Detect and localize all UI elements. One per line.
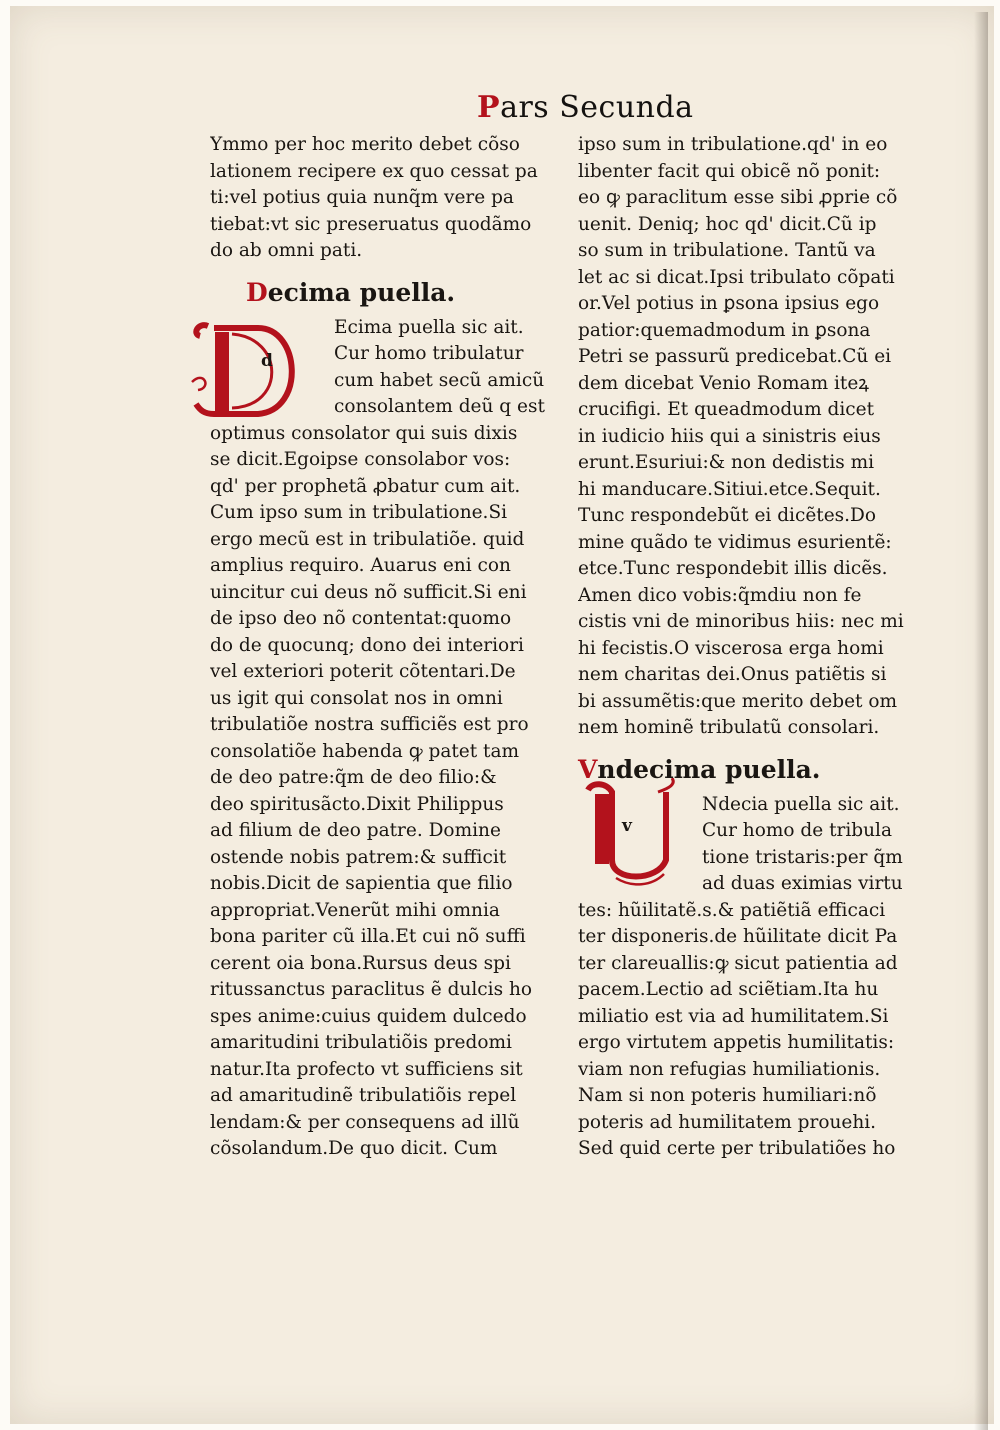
text-line: natur.Ita profecto vt sufficiens sit xyxy=(210,1058,523,1080)
text-line: do de quocunq; dono dei interiori xyxy=(210,634,524,656)
text-line: Ndecia puella sic ait. xyxy=(702,793,900,815)
text-line: deo spiritusãcto.Dixit Philippus xyxy=(210,793,504,815)
rubric-capital: D xyxy=(246,277,268,307)
text-line: crucifigi. Et queadmodum dicet xyxy=(578,399,875,420)
text-line: ad duas eximias virtu xyxy=(702,873,903,894)
text-line: us igit qui consolat nos in omni xyxy=(210,687,503,709)
text-line: poteris ad humilitatem prouehi. xyxy=(578,1111,877,1133)
text-line: ergo mecũ est in tribulatiõe. quid xyxy=(210,528,525,550)
left-column-body-lines xyxy=(210,421,560,1163)
text-line: Sed quid certe per tribulatiões ho xyxy=(578,1138,896,1159)
text-line: nem hominẽ tribulatũ consolari. xyxy=(578,717,880,738)
decorated-initial-v xyxy=(572,778,692,888)
decorated-initial-d xyxy=(188,314,308,424)
guide-letter-v: v xyxy=(622,816,632,836)
text-line: optimus consolator qui suis dixis xyxy=(210,422,518,444)
text-line: etce.Tunc respondebit illis dicẽs. xyxy=(578,558,888,579)
rubric-capital: V xyxy=(578,754,598,784)
manuscript-page xyxy=(10,6,994,1424)
text-line: or.Vel potius in ꝑsona ipsius ego xyxy=(578,293,880,314)
text-line: cum habet secũ amicũ xyxy=(334,369,545,391)
initial-v-illumination xyxy=(572,778,692,888)
left-column-top-lines xyxy=(210,132,560,265)
text-line: nem charitas dei.Onus patiẽtis si xyxy=(578,664,887,685)
text-line: mine quãdo te vidimus esurientẽ: xyxy=(578,531,892,553)
text-line: ad filium de deo patre. Domine xyxy=(210,820,501,841)
text-line: lationem recipere ex quo cessat pa xyxy=(210,160,538,182)
text-line: vel exteriori poterit cõtentari.De xyxy=(210,661,516,682)
text-line: patior:quemadmodum in ꝑsona xyxy=(578,319,871,341)
page-edge-shadow xyxy=(974,12,988,1430)
text-line: Ecima puella sic ait. xyxy=(334,316,524,338)
text-line: cistis vni de minoribus hiis: nec mi xyxy=(578,611,904,632)
section-heading-decima xyxy=(210,275,560,315)
text-line: se dicit.Egoipse consolabor vos: xyxy=(210,449,511,470)
rubric-capital: P xyxy=(477,90,501,125)
text-line: dem dicebat Venio Romam iteꝝ xyxy=(578,372,869,394)
text-line: ergo virtutem appetis humilitatis: xyxy=(578,1032,895,1053)
text-line: amaritudini tribulatiõis predomi xyxy=(210,1032,512,1053)
text-line: uenit. Deniq; hoc qd' dicit.Cũ ip xyxy=(578,213,877,235)
text-line: ter clareuallis:ꝙ sicut patientia ad xyxy=(578,952,898,974)
text-line: bi assumẽtis:que merito debet om xyxy=(578,690,898,712)
text-line: cõsolandum.De quo dicit. Cum xyxy=(210,1138,498,1159)
text-line: Ymmo per hoc merito debet cõso xyxy=(210,134,520,155)
text-line: ostende nobis patrem:& sufficit xyxy=(210,846,507,868)
text-line: libenter facit qui obicẽ nõ ponit: xyxy=(578,160,881,182)
right-column xyxy=(578,132,930,1163)
text-line: viam non refugias humiliationis. xyxy=(578,1058,881,1080)
text-line: lendam:& per consequens ad illũ xyxy=(210,1111,520,1133)
text-line: ritussanctus paraclitus ẽ dulcis ho xyxy=(210,979,532,1000)
text-line: tione tristaris:per q̃m xyxy=(702,846,903,868)
text-line: so sum in tribulatione. Tantũ va xyxy=(578,240,876,261)
text-line: Cum ipso sum in tribulatione.Si xyxy=(210,502,508,523)
right-column-body-lines xyxy=(578,898,930,1163)
text-line: Nam si non poteris humiliari:nõ xyxy=(578,1085,877,1106)
text-line: tribulatiõe nostra sufficiẽs est pro xyxy=(210,714,529,735)
text-line: Cur homo de tribula xyxy=(702,820,892,841)
initial-d-illumination xyxy=(188,314,308,424)
text-line: cerent oia bona.Rursus deus spi xyxy=(210,952,511,974)
text-line: nobis.Dicit de sapientia que filio xyxy=(210,873,513,894)
text-line: ti:vel potius quia nunq̃m vere pa xyxy=(210,187,514,208)
text-line: tes: hũilitatẽ.s.& patiẽtiã efficaci xyxy=(578,899,886,921)
text-line: amplius requiro. Auarus eni con xyxy=(210,555,511,576)
heading-text: Decima puella. xyxy=(246,277,456,307)
text-line: let ac si dicat.Ipsi tribulato cõpati xyxy=(578,266,895,288)
text-line: uincitur cui deus nõ sufficit.Si eni xyxy=(210,581,527,603)
text-line: ipso sum in tribulatione.qd' in eo xyxy=(578,134,888,155)
text-line: spes anime:cuius quidem dulcedo xyxy=(210,1005,527,1027)
right-column-top-lines xyxy=(578,132,930,742)
text-line: tiebat:vt sic preseruatus quodãmo xyxy=(210,213,532,235)
text-line: eo ꝙ paraclitum esse sibi ꝓprie cõ xyxy=(578,187,898,208)
text-line: hi fecistis.O viscerosa erga homi xyxy=(578,637,884,659)
text-line: Tunc respondebũt ei dicẽtes.Do xyxy=(578,505,876,526)
text-line: Amen dico vobis:q̃mdiu non fe xyxy=(578,584,862,606)
text-line: consolantem deũ q est xyxy=(334,396,545,417)
text-line: miliatio est via ad humilitatem.Si xyxy=(578,1005,889,1027)
text-line: qd' per prophetã ꝓbatur cum ait. xyxy=(210,475,521,497)
text-line: do ab omni pati. xyxy=(210,240,363,261)
text-line: ter disponeris.de hũilitate dicit Pa xyxy=(578,926,898,947)
text-line: hi manducare.Sitiui.etce.Sequit. xyxy=(578,478,881,500)
text-line: Petri se passurũ predicebat.Cũ ei xyxy=(578,346,892,367)
text-line: consolatiõe habenda ꝙ patet tam xyxy=(210,740,520,762)
text-line: de deo patre:q̃m de deo filio:& xyxy=(210,767,497,788)
text-line: Cur homo tribulatur xyxy=(334,343,524,364)
guide-letter-d: d xyxy=(261,351,273,371)
text-line: ad amaritudinẽ tribulatiõis repel xyxy=(210,1085,517,1106)
text-line: pacem.Lectio ad sciẽtiam.Ita hu xyxy=(578,979,879,1000)
left-column xyxy=(210,132,560,1163)
text-line: in iudicio hiis qui a sinistris eius xyxy=(578,425,881,447)
text-line: de ipso deo nõ contentat:quomo xyxy=(210,608,512,629)
text-line: bona pariter cũ illa.Et cui nõ suffi xyxy=(210,926,526,947)
heading-text: Vndecima puella. xyxy=(578,754,821,784)
text-line: erunt.Esuriui:& non dedistis mi xyxy=(578,452,875,473)
running-head: Pars Secunda xyxy=(477,90,694,125)
text-line: appropriat.Venerũt mihi omnia xyxy=(210,899,500,921)
